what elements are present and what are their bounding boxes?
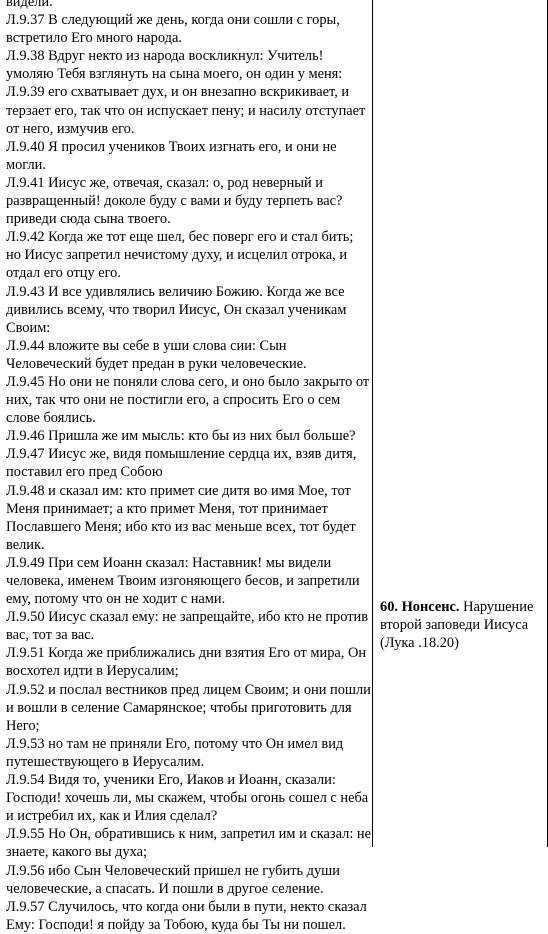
text-line: путешествующего в Иерусалим.: [6, 753, 205, 770]
text-line: и вошли в селение Самарянское; чтобы приготовить для: [6, 699, 352, 716]
text-line: них, так что они не постигли его, а спросить Его о сем: [6, 392, 341, 409]
text-line: Человеческий будет предан в руки человеческие.: [6, 355, 307, 372]
text-line: Меня принимает; а кто примет Меня, тот принимает: [6, 500, 328, 517]
text-line: человека, именем Твоим изгоняющего бесов, и запретили: [6, 573, 360, 589]
text-line: Л.9.52 и послал вестников пред лицем Своим; и они пошли: [6, 681, 371, 698]
text-line: Л.9.50 Иисус сказал ему: не запрещайте, ибо кто не против: [6, 609, 369, 626]
text-line: Своим:: [6, 319, 51, 336]
text-line: Л.9.39 его схватывает дух, и он внезапно вскрикивает, и: [6, 84, 350, 101]
text-line: видели.: [6, 0, 53, 10]
note-reference: (Лука .18.20): [380, 635, 459, 652]
text-line: поставил его пред Собою: [6, 464, 163, 481]
text-line: но Иисус запретил нечистому духу, и исцелил отрока, и: [6, 247, 348, 264]
note-text: второй заповеди Иисуса: [380, 617, 529, 634]
text-line: и истребил их, как и Илия сделал?: [6, 808, 218, 825]
text-line: встретило Его много народа.: [6, 30, 182, 47]
text-line: Л.9.53 но там не приняли Его, потому что Он имел вид: [6, 735, 344, 752]
text-line: могли.: [6, 156, 46, 173]
text-line: Л.9.45 Но они не поняли слова сего, и оно было закрыто от: [6, 373, 370, 390]
text-line: Ему: Господи! я пойду за Тобою, куда бы Ты ни пошел.: [6, 916, 346, 933]
text-line: слове боялись.: [6, 410, 96, 427]
text-line: Л.9.49 При сем Иоанн сказал: Наставник! мы видели: [6, 554, 332, 571]
text-line: человеческие, а спасать. И пошли в другое селение.: [6, 880, 324, 897]
text-line: Господи! хочешь ли, мы скажем, чтобы огонь сошел с неба: [6, 790, 369, 807]
text-line: Л.9.51 Когда же приближались дни взятия Его от мира, Он: [6, 645, 367, 662]
text-line: от него, измучив его.: [6, 120, 135, 137]
text-line: приведи сюда сына твоего.: [6, 211, 171, 228]
text-line: восхотел идти в Иерусалим;: [6, 663, 179, 680]
text-line: развращенный! доколе буду с вами и буду терпеть вас?: [6, 193, 343, 210]
text-line: Л.9.44 вложите вы себе в уши слова сии: Сын: [6, 337, 287, 354]
text-line: Л.9.46 Пришла же им мысль: кто бы из них был больше?: [6, 428, 356, 445]
text-line: Пославшего Меня; ибо кто из вас меньше всех, тот будет: [6, 518, 356, 535]
text-line: Л.9.37 В следующий же день, когда они сошли с горы,: [6, 12, 340, 29]
text-line: вас, тот за вас.: [6, 627, 95, 644]
text-line: Л.9.42 Когда же тот еще шел, бес поверг его и стал бить;: [6, 229, 354, 246]
text-line: велик.: [6, 536, 45, 553]
text-line: Л.9.54 Видя то, ученики Его, Иаков и Иоанн, сказали:: [6, 772, 336, 789]
text-line: Л.9.55 Но Он, обратившись к ним, запретил им и сказал: не: [6, 826, 372, 843]
text-line: Л.9.56 ибо Сын Человеческий пришел не губить души: [6, 862, 340, 879]
text-line: Л.9.43 И все удивлялись величию Божию. Когда же все: [6, 283, 345, 300]
text-line: Него;: [6, 717, 40, 734]
text-line: Л.9.40 Я просил учеников Твоих изгнать его, и они не: [6, 138, 337, 155]
text-line: дивились всему, что творил Иисус, Он сказал ученикам: [6, 301, 347, 318]
text-line: Л.9.57 Случилось, что когда они были в пути, некто сказал: [6, 898, 367, 915]
text-line: Л.9.48 и сказал им: кто примет сие дитя во имя Мое, тот: [6, 482, 351, 499]
text-line: Л.9.47 Иисус же, видя помышление сердца их, взяв дитя,: [6, 446, 357, 463]
commentary-column: [373, 0, 548, 847]
text-line: умоляю Тебя взглянуть на сына моего, он один у меня:: [6, 66, 343, 83]
text-line: знаете, какого вы духа;: [6, 844, 147, 861]
text-line: Л.9.38 Вдруг некто из народа воскликнул: Учитель!: [6, 48, 324, 65]
note-text: Нарушение: [459, 599, 534, 615]
scripture-text: [6, 0, 372, 934]
note-title: 60. Нонсенс.: [380, 599, 460, 615]
commentary-note: [380, 598, 542, 652]
text-line: отдал его отцу его.: [6, 265, 121, 282]
text-line: ему, потому что он не ходит с нами.: [6, 591, 226, 608]
text-line: Л.9.41 Иисус же, отвечая, сказал: о, род неверный и: [6, 174, 323, 191]
text-line: терзает его, так что он испускает пену; и насилу отступает: [6, 102, 366, 119]
